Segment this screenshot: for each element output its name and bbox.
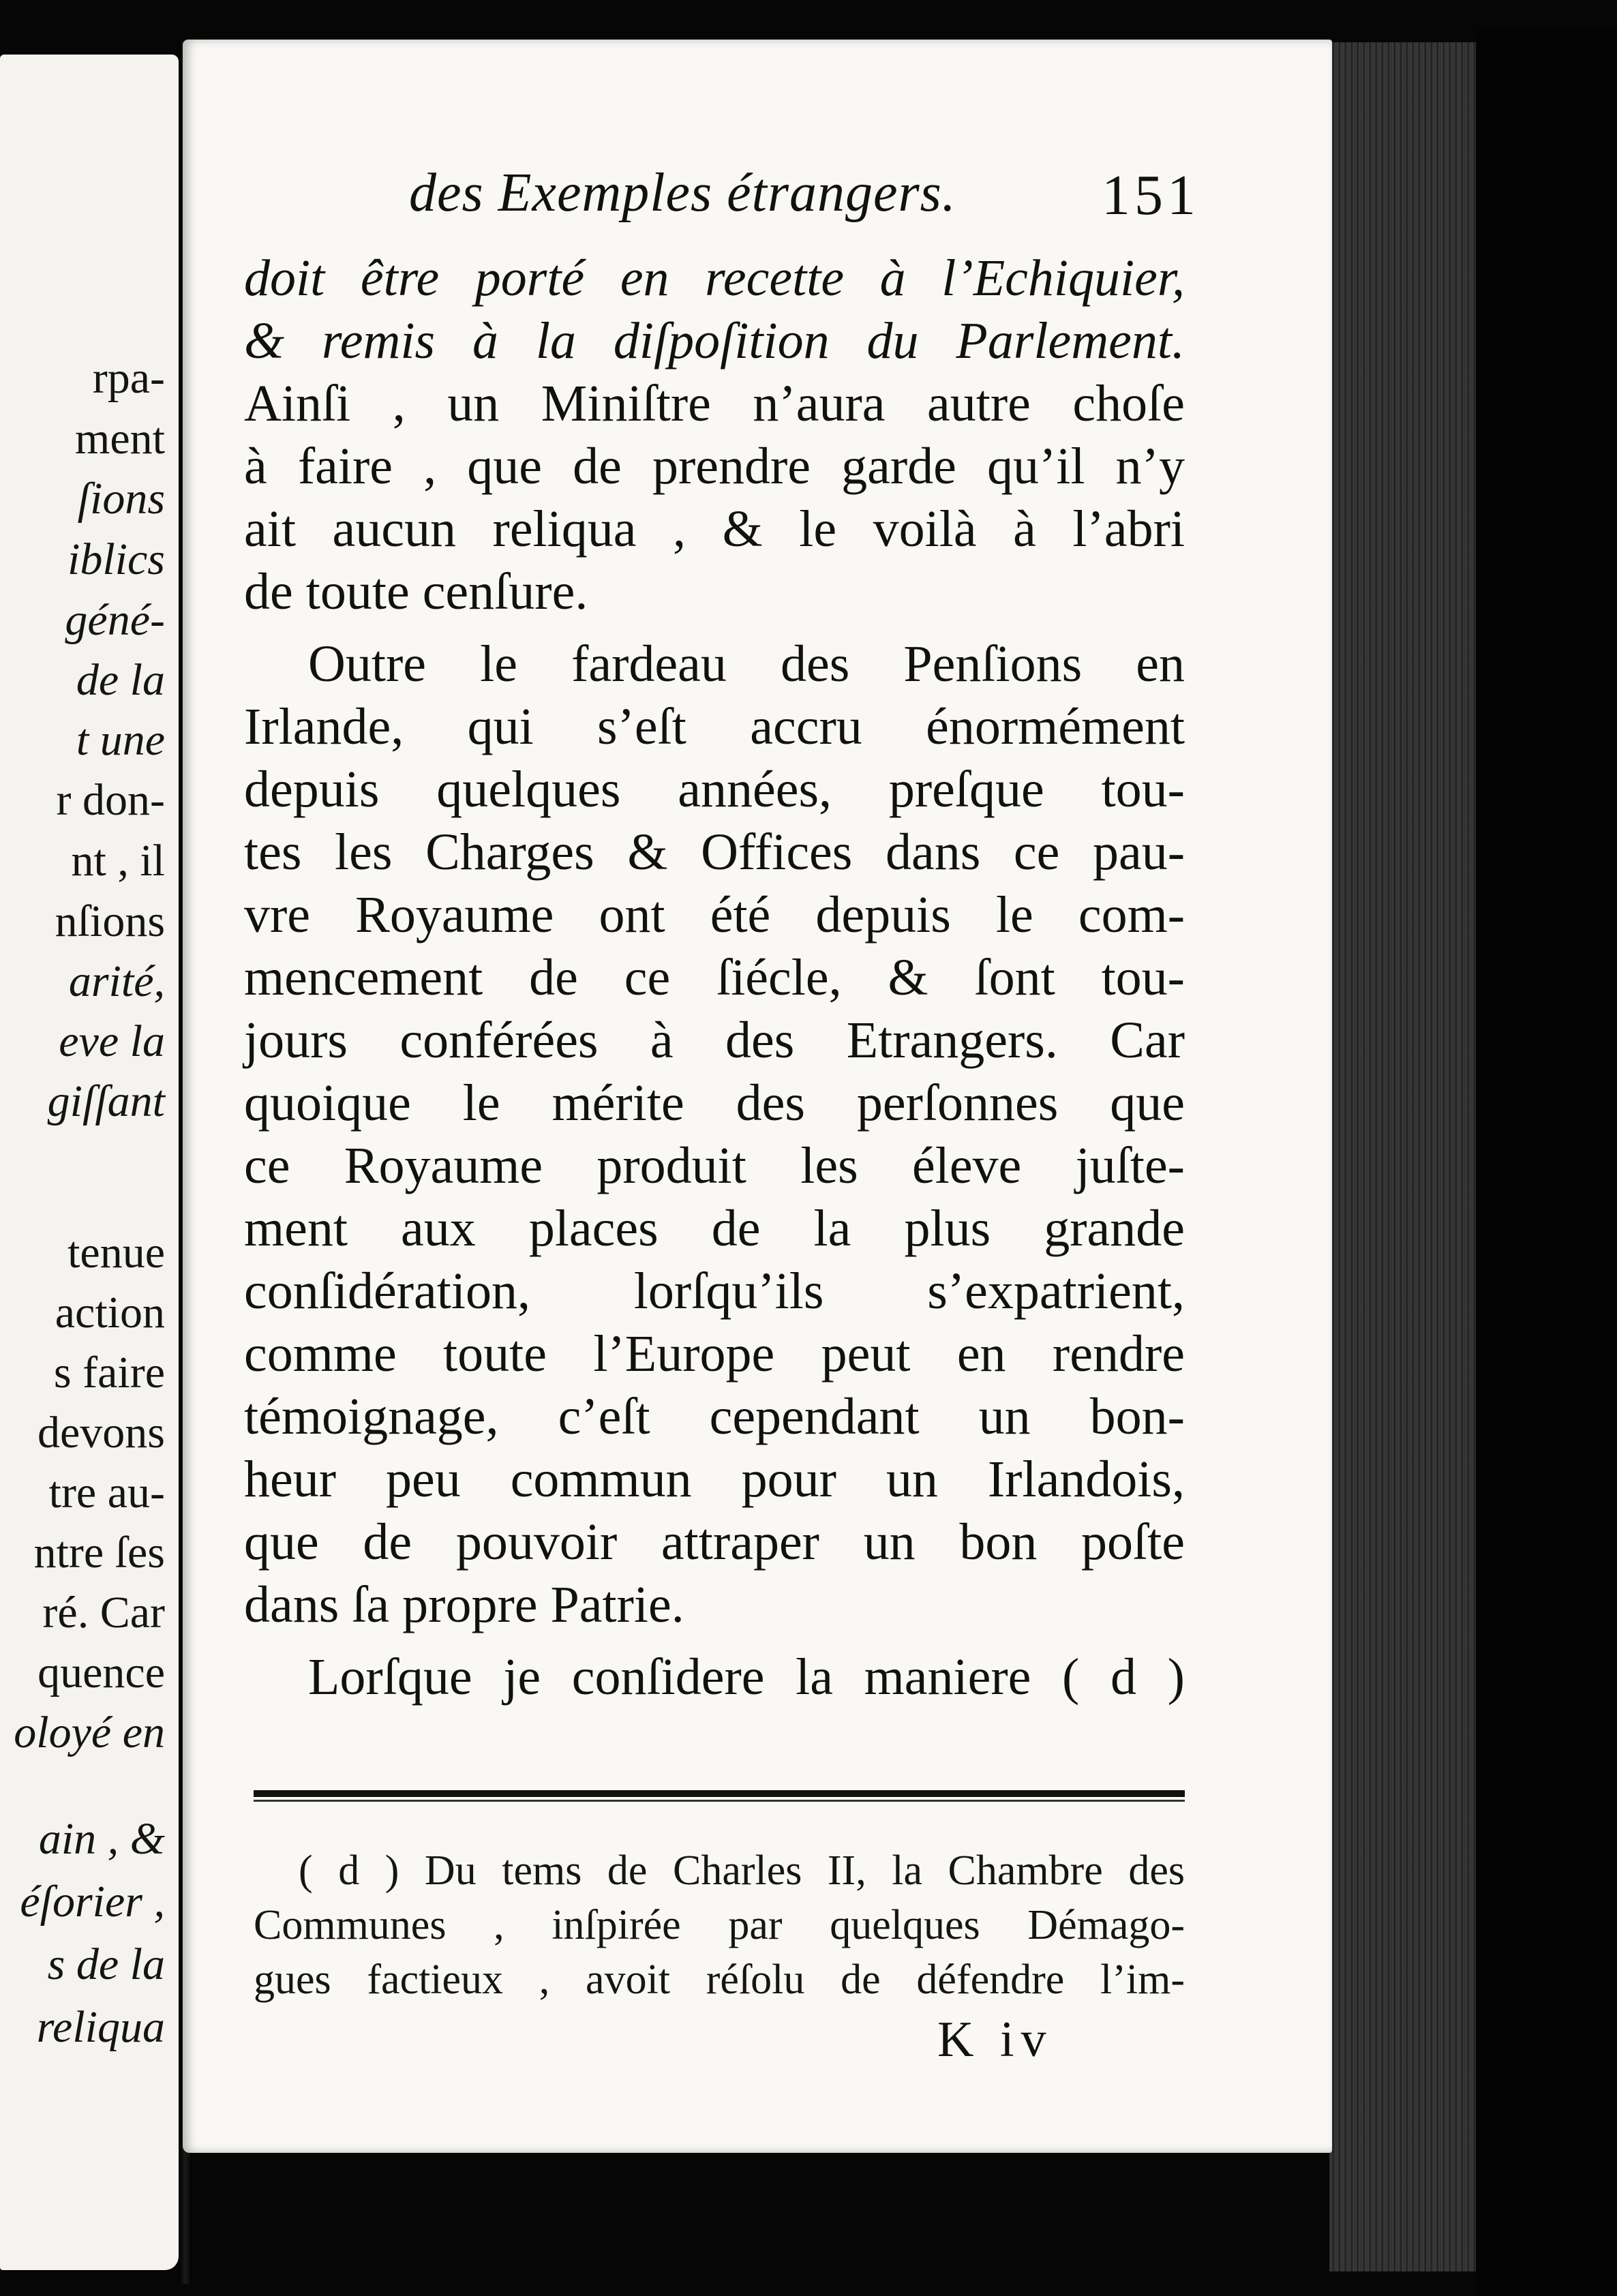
- text-line: dans ſa propre Patrie.: [244, 1576, 684, 1633]
- text-line: mencement de ce ſiécle, & ſont tou-: [244, 949, 1185, 1006]
- left-page-fragment: éſorier ,: [20, 1877, 165, 1927]
- text-line: jours conférées à des Etrangers. Car: [244, 1012, 1185, 1069]
- left-page-fragment: tenue: [67, 1228, 165, 1278]
- text-line: depuis quelques années, preſque tou-: [244, 761, 1185, 818]
- page-number: 151: [1102, 164, 1200, 227]
- left-page-fragment: de la: [76, 655, 165, 705]
- footnote-rule: [254, 1790, 1185, 1797]
- text-line: tes les Charges & Offices dans ce pau-: [244, 824, 1185, 881]
- text-line: ait aucun reliqua , & le voilà à l’abri: [244, 500, 1185, 558]
- left-page-fragment: nt , il: [71, 836, 165, 886]
- left-page-fragment: nſions: [55, 896, 165, 946]
- text-line: Irlande, qui s’eſt accru énormément: [244, 698, 1185, 755]
- left-page-fragment: ré. Car: [42, 1588, 165, 1637]
- text-line: Lorſque je conſidere la maniere ( d ): [308, 1648, 1185, 1706]
- left-page-fragment: ſions: [77, 474, 165, 524]
- left-page-fragment: arité,: [68, 956, 165, 1006]
- left-page-fragment: devons: [37, 1408, 165, 1457]
- left-page-fragment: oloyé en: [14, 1708, 165, 1757]
- footnote-line: gues factieux , avoit réſolu de défendre l’im-: [254, 1957, 1185, 2003]
- left-page-fragment: s faire: [53, 1348, 165, 1398]
- text-line: vre Royaume ont été depuis le com-: [244, 886, 1185, 943]
- text-line: ment aux places de la plus grande: [244, 1200, 1185, 1257]
- text-line: & remis à la diſpoſition du Parlement.: [244, 312, 1185, 369]
- text-line: doit être porté en recette à l’Echiquier,: [244, 250, 1185, 307]
- text-line: conſidération, lorſqu’ils s’expatrient,: [244, 1263, 1185, 1320]
- left-page-fragment: action: [55, 1288, 165, 1338]
- book-binding: [1476, 27, 1617, 2296]
- left-page-fragment: tre au-: [48, 1468, 165, 1517]
- text-line: de toute cenſure.: [244, 563, 588, 620]
- text-line: que de pouvoir attraper un bon poſte: [244, 1513, 1185, 1571]
- text-line: comme toute l’Europe peut en rendre: [244, 1325, 1185, 1383]
- left-page-fragment: rpa-: [92, 353, 165, 403]
- left-page-fragment: reliqua: [36, 2002, 165, 2052]
- text-line: heur peu commun pour un Irlandois,: [244, 1451, 1185, 1508]
- page-edges: [1329, 42, 1476, 2271]
- left-page-fragment: ntre ſes: [33, 1528, 165, 1577]
- left-page-fragment: ain , &: [38, 1814, 165, 1864]
- left-page-fragment: r don-: [56, 775, 165, 825]
- signature-mark: K iv: [937, 2012, 1053, 2068]
- text-line: quoique le mérite des perſonnes que: [244, 1074, 1185, 1132]
- footnote-line: Communes , inſpirée par quelques Démago-: [254, 1902, 1185, 1948]
- text-line: Outre le fardeau des Penſions en: [308, 635, 1185, 693]
- text-line: à faire , que de prendre garde qu’il n’y: [244, 438, 1185, 495]
- left-page-fragment: ment: [75, 414, 165, 464]
- text-line: témoignage, c’eſt cependant un bon-: [244, 1388, 1185, 1445]
- left-page-fragment: géné-: [65, 595, 165, 645]
- left-page-fragment: quence: [37, 1648, 165, 1697]
- footnote-line: ( d ) Du tems de Charles II, la Chambre des: [299, 1847, 1185, 1894]
- footnote-rule-thin: [254, 1800, 1185, 1802]
- left-page-fragment: iblics: [67, 534, 165, 584]
- running-head: des Exemples étrangers.: [409, 163, 956, 223]
- left-page-fragment: giſſant: [47, 1076, 165, 1126]
- left-page: [0, 55, 179, 2270]
- left-page-fragment: eve la: [59, 1016, 165, 1066]
- left-page-fragment: s de la: [47, 1939, 165, 1989]
- text-line: Ainſi , un Miniſtre n’aura autre choſe: [244, 375, 1185, 432]
- left-page-fragment: t une: [76, 715, 165, 765]
- text-line: ce Royaume produit les éleve juſte-: [244, 1137, 1185, 1194]
